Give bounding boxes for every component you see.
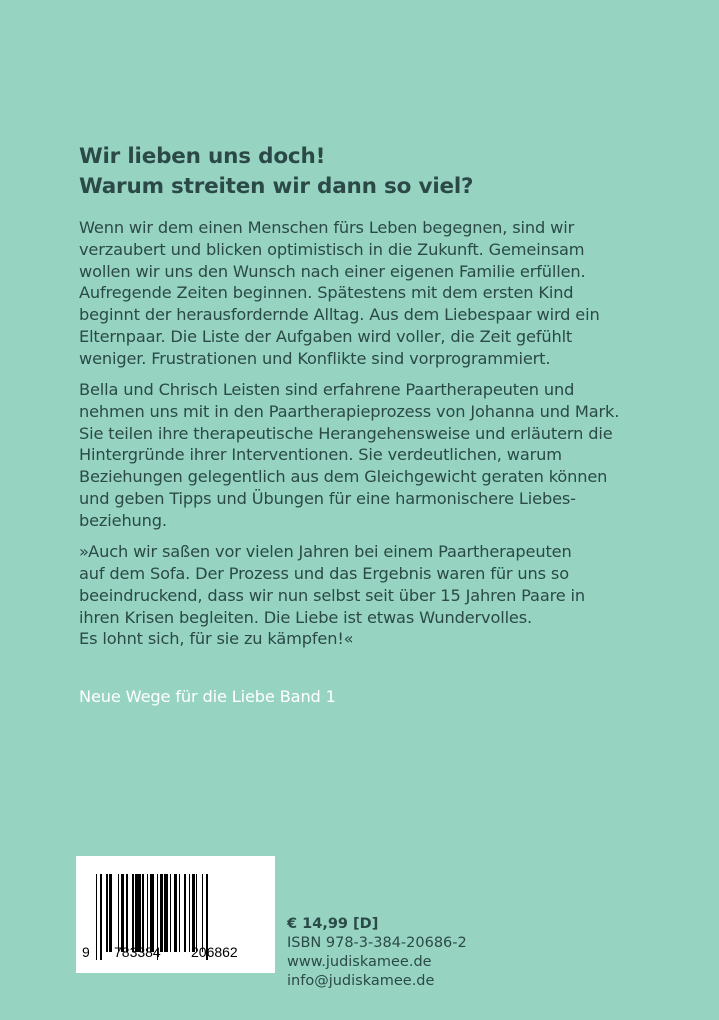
website-link[interactable]: www.judiskamee.de xyxy=(287,954,432,970)
barcode-bar xyxy=(118,874,119,952)
barcode-bar xyxy=(174,874,177,952)
text-line: »Auch wir saßen vor vielen Jahren bei einem Paartherapeuten xyxy=(79,542,572,562)
text-line: beeindruckend, dass wir nun selbst seit über 15 Jahren Paare in xyxy=(79,585,586,605)
barcode-bar xyxy=(106,874,107,952)
series-title: Neue Wege für die Liebe Band 1 xyxy=(79,687,336,706)
barcode-bar xyxy=(109,874,112,952)
barcode-bar xyxy=(135,874,141,952)
paragraph xyxy=(79,379,619,532)
barcode-bar xyxy=(164,874,168,952)
text-line: ihren Krisen begleiten. Die Liebe ist etwas Wundervolles. xyxy=(79,607,532,627)
price: € 14,99 [D] xyxy=(287,916,379,932)
barcode-bar xyxy=(170,874,171,952)
barcode-bar xyxy=(121,874,124,952)
barcode-digits-left: 783384 xyxy=(114,944,161,960)
text-line: beziehung. xyxy=(79,510,167,530)
paragraph xyxy=(79,217,619,370)
barcode-bars xyxy=(96,874,264,954)
text-line: nehmen uns mit in den Paartherapieprozess von Johanna und Mark. xyxy=(79,401,620,421)
barcode-bar xyxy=(96,874,97,960)
text-line: Elternpaar. Die Liste der Aufgaben wird voller, die Zeit gefühlt xyxy=(79,326,573,346)
headline xyxy=(79,142,473,202)
barcode-bar xyxy=(184,874,185,952)
text-line: und geben Tipps und Übungen für eine harmonischere Liebes- xyxy=(79,489,576,509)
barcode-bar xyxy=(202,874,203,952)
text-line: Sie teilen ihre therapeutische Herangehensweise und erläutern die xyxy=(79,423,613,443)
barcode-bar xyxy=(196,874,197,952)
text-line: Es lohnt sich, für sie zu kämpfen!« xyxy=(79,629,354,649)
headline-line: Warum streiten wir dann so viel? xyxy=(79,174,474,199)
barcode-bar xyxy=(100,874,101,960)
barcode-bar xyxy=(189,874,190,952)
barcode-bar xyxy=(192,874,195,952)
text-line: Bella und Chrisch Leisten sind erfahrene Paartherapeuten und xyxy=(79,380,575,400)
text-line: weniger. Frustrationen und Konflikte sind vorprogrammiert. xyxy=(79,348,551,368)
text-line: wollen wir uns den Wunsch nach einer eigenen Familie erfüllen. xyxy=(79,261,586,281)
publisher-info xyxy=(287,915,467,991)
paragraph xyxy=(79,541,619,650)
text-line: Hintergründe ihrer Interventionen. Sie verdeutlichen, warum xyxy=(79,445,562,465)
barcode-bar xyxy=(179,874,180,952)
text-line: beginnt der herausfordernde Alltag. Aus dem Liebespaar wird ein xyxy=(79,305,600,325)
text-line: verzaubert und blicken optimistisch in die Zukunft. Gemeinsam xyxy=(79,239,585,259)
headline-line: Wir lieben uns doch! xyxy=(79,144,326,169)
text-line: Wenn wir dem einen Menschen fürs Leben begegnen, sind wir xyxy=(79,218,575,237)
barcode-bar xyxy=(147,874,148,952)
email-link[interactable]: info@judiskamee.de xyxy=(287,973,435,989)
barcode-digits-right: 206862 xyxy=(191,944,238,960)
barcode-digit-prefix: 9 xyxy=(82,944,90,960)
barcode-bar xyxy=(132,874,133,952)
text-line: Aufregende Zeiten beginnen. Spätestens mit dem ersten Kind xyxy=(79,283,574,303)
isbn-barcode xyxy=(76,856,275,973)
text-line: auf dem Sofa. Der Prozess und das Ergebnis waren für uns so xyxy=(79,563,569,583)
barcode-bar xyxy=(160,874,163,952)
text-line: Beziehungen gelegentlich aus dem Gleichgewicht geraten können xyxy=(79,467,608,487)
barcode-bar xyxy=(150,874,154,952)
isbn: ISBN 978-3-384-20686-2 xyxy=(287,935,467,951)
barcode-bar xyxy=(126,874,127,952)
barcode-bar xyxy=(142,874,143,952)
blurb-text xyxy=(79,217,619,660)
